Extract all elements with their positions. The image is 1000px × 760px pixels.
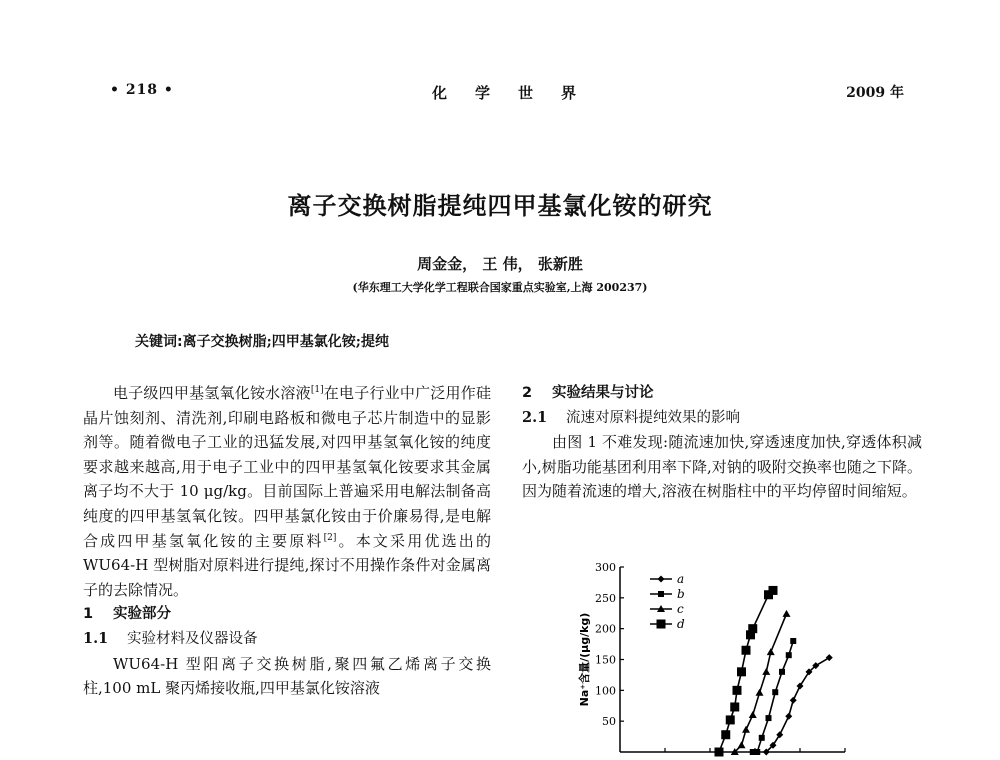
- running-header: [0, 82, 1000, 106]
- triangle-marker: [749, 711, 757, 718]
- large-square-marker: [726, 715, 735, 724]
- series-line-a: [766, 658, 829, 752]
- large-square-marker: [769, 586, 778, 595]
- y-axis-label: Na⁺含量/(μg/kg): [578, 612, 591, 707]
- keywords: [135, 331, 389, 351]
- article-authors: 周金金， 王 伟， 张新胜: [417, 255, 583, 273]
- line-chart: [570, 555, 860, 760]
- triangle-marker: [756, 689, 764, 696]
- right-column: [522, 381, 922, 504]
- square-marker: [766, 715, 772, 721]
- large-square-marker: [748, 624, 757, 633]
- figure-1-chart: [570, 555, 860, 760]
- y-tick-label: 250: [595, 591, 616, 605]
- square-marker: [786, 652, 792, 658]
- diamond-marker: [826, 654, 833, 661]
- left-column: [83, 381, 491, 701]
- triangle-marker: [738, 741, 746, 748]
- keywords-label: 关键词:: [135, 334, 183, 350]
- intro-paragraph: [83, 381, 491, 602]
- section-title: 流速对原料提纯效果的影响: [566, 409, 740, 426]
- large-square-marker: [733, 686, 742, 695]
- diamond-marker: [790, 697, 797, 704]
- intro-text-a: 电子级四甲基氢氧化铵水溶液: [113, 384, 311, 402]
- intro-text-b: 在电子行业中广泛用作硅晶片蚀刻剂、清洗剂,印刷电路板和微电子芯片制造中的显影剂等。随着微电子工业的迅猛发展,对四甲基氢氧化铵的纯度要求越来越高,用于电子工业中的四甲基氢氧化铵要求其金属离子均不大于 10 μg/kg。目前国际上普遍采用电解法制备高纯度的四甲基氢氧化铵。四甲基氯化铵由于价廉易得,是电解合成四甲基氢氧化铵的主要原料: [83, 384, 491, 550]
- legend-label-b: b: [677, 587, 685, 601]
- citation-1: [1]: [310, 385, 324, 395]
- section-number: 1: [83, 606, 94, 623]
- legend-label-d: d: [677, 617, 685, 631]
- diamond-marker: [658, 576, 665, 583]
- y-tick-label: 150: [595, 653, 616, 667]
- section-number: 1.1: [83, 629, 109, 647]
- materials-paragraph: WU64-H 型阳离子交换树脂,聚四氟乙烯离子交换柱,100 mL 聚丙烯接收瓶,四甲基氯化铵溶液: [83, 654, 491, 698]
- large-square-marker: [721, 730, 730, 739]
- section-1-heading: [83, 602, 491, 627]
- square-marker: [759, 735, 765, 741]
- large-square-marker: [742, 646, 751, 655]
- section-title: 实验材料及仪器设备: [127, 630, 258, 647]
- large-square-marker: [657, 620, 666, 629]
- triangle-marker: [783, 610, 791, 617]
- y-tick-label: 100: [595, 684, 616, 698]
- section-2-1-heading: [522, 406, 922, 431]
- section-1-1-heading: [83, 627, 491, 652]
- y-tick-label: 300: [595, 561, 616, 574]
- large-square-marker: [730, 702, 739, 711]
- diamond-marker: [785, 713, 792, 720]
- section-2-heading: [522, 381, 922, 406]
- square-marker: [754, 749, 760, 755]
- y-tick-label: 50: [602, 715, 616, 729]
- section-title: 实验结果与讨论: [552, 385, 654, 401]
- discussion-paragraph: 由图 1 不难发现:随流速加快,穿透速度加快,穿透体积减小,树脂功能基团利用率下降,对钠的吸附交换率也随之下降。因为随着流速的增大,溶液在树脂柱中的平均停留时间缩短。: [522, 433, 922, 501]
- intro-text-c: 。本文采用优选出的 WU64-H 型树脂对原料进行提纯,探讨不用操作条件对金属离子的去除情况。: [83, 531, 491, 599]
- square-marker: [658, 591, 664, 597]
- article-title: 离子交换树脂提纯四甲基氯化铵的研究: [287, 192, 713, 220]
- triangle-marker: [742, 726, 750, 733]
- article-affiliation: (华东理工大学化学工程联合国家重点实验室,上海 200237): [352, 281, 648, 294]
- section-title: 实验部分: [113, 606, 171, 623]
- y-tick-label: 200: [595, 622, 616, 636]
- square-marker: [772, 689, 778, 695]
- section-number: 2.1: [522, 408, 548, 426]
- citation-2: [2]: [323, 532, 337, 543]
- legend-label-c: c: [677, 602, 684, 616]
- large-square-marker: [715, 748, 724, 757]
- section-number: 2: [522, 385, 533, 401]
- triangle-marker: [767, 648, 775, 655]
- legend-label-a: a: [677, 572, 685, 586]
- journal-name: 化学世界: [432, 84, 605, 102]
- triangle-marker: [762, 668, 770, 675]
- square-marker: [790, 638, 796, 644]
- square-marker: [779, 669, 785, 675]
- journal-year: 2009 年: [846, 85, 904, 101]
- keywords-list: 离子交换树脂;四甲基氯化铵;提纯: [182, 334, 389, 350]
- large-square-marker: [737, 667, 746, 676]
- page-number: • 218 •: [110, 82, 174, 98]
